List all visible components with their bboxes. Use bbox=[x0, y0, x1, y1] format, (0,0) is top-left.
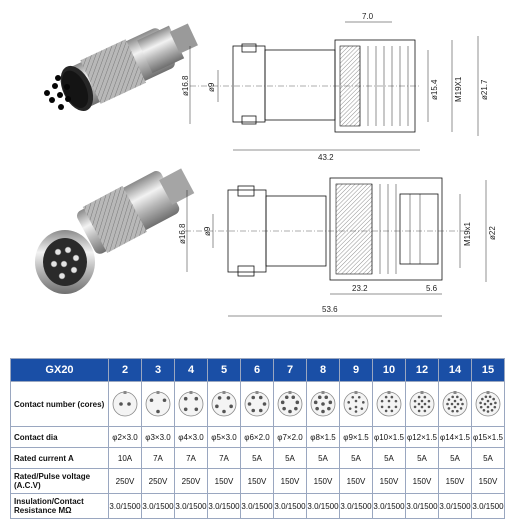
table-cell: 3.0/1500 bbox=[175, 494, 208, 519]
dim-bottom-232: 23.2 bbox=[352, 284, 368, 293]
table-cell: 7A bbox=[142, 448, 175, 469]
row-label: Contact dia bbox=[11, 427, 109, 448]
core-header: 5 bbox=[208, 359, 241, 382]
table-cell: 5A bbox=[373, 448, 406, 469]
table-cell: 5A bbox=[472, 448, 505, 469]
table-cell: 5A bbox=[406, 448, 439, 469]
pin-layout-cell bbox=[175, 382, 208, 427]
pin-layout-icon bbox=[177, 390, 205, 418]
table-cell: φ2×3.0 bbox=[109, 427, 142, 448]
female-plug-photo bbox=[44, 13, 203, 117]
row-label: Rated/Pulse voltage (A.C.V) bbox=[11, 469, 109, 494]
table-cell: 10A bbox=[109, 448, 142, 469]
core-header: 10 bbox=[373, 359, 406, 382]
pin-layout-icon bbox=[111, 390, 139, 418]
pin-layout-cell bbox=[439, 382, 472, 427]
table-cell: 5A bbox=[439, 448, 472, 469]
dim-bottom-m19: M19x1 bbox=[463, 221, 472, 246]
table-cell: φ6×2.0 bbox=[241, 427, 274, 448]
table-cell: 7A bbox=[208, 448, 241, 469]
dim-top-432: 43.2 bbox=[318, 153, 334, 162]
dim-top-217: ø21.7 bbox=[480, 79, 489, 100]
pin-layout-cell bbox=[406, 382, 439, 427]
table-row-contact-dia bbox=[11, 427, 505, 448]
pin-layout-icon bbox=[375, 390, 403, 418]
table-header-row bbox=[11, 359, 505, 382]
table-cell: φ12×1.5 bbox=[406, 427, 439, 448]
pin-layout-icon bbox=[276, 390, 304, 418]
pin-layout-cell bbox=[307, 382, 340, 427]
table-cell: 3.0/1500 bbox=[340, 494, 373, 519]
table-cell: 150V bbox=[406, 469, 439, 494]
table-cell: 3.0/1500 bbox=[406, 494, 439, 519]
table-cell: φ14×1.5 bbox=[439, 427, 472, 448]
table-cell: 3.0/1500 bbox=[241, 494, 274, 519]
table-cell: 250V bbox=[109, 469, 142, 494]
table-cell: 3.0/1500 bbox=[439, 494, 472, 519]
core-header: 15 bbox=[472, 359, 505, 382]
table-cell: 3.0/1500 bbox=[373, 494, 406, 519]
pin-layout-cell bbox=[208, 382, 241, 427]
table-cell: φ15×1.5 bbox=[472, 427, 505, 448]
pin-layout-cell bbox=[373, 382, 406, 427]
table-cell: 150V bbox=[274, 469, 307, 494]
core-header: 2 bbox=[109, 359, 142, 382]
table-cell: 150V bbox=[340, 469, 373, 494]
row-label: Insulation/Contact Resistance MΩ bbox=[11, 494, 109, 519]
dim-bottom-56: 5.6 bbox=[426, 284, 438, 293]
table-cell: 3.0/1500 bbox=[274, 494, 307, 519]
male-socket-photo bbox=[35, 158, 200, 294]
dim-top-9: ø9 bbox=[207, 82, 216, 92]
core-header: 14 bbox=[439, 359, 472, 382]
pin-layout-cell bbox=[109, 382, 142, 427]
dim-top-154: ø15.4 bbox=[430, 79, 439, 100]
dim-top-7: 7.0 bbox=[362, 12, 374, 21]
table-cell: φ5×3.0 bbox=[208, 427, 241, 448]
table-cell: 3.0/1500 bbox=[142, 494, 175, 519]
pin-layout-icon bbox=[309, 390, 337, 418]
dim-bottom-22: ø22 bbox=[488, 226, 497, 240]
table-cell: 5A bbox=[340, 448, 373, 469]
pin-layout-cell bbox=[142, 382, 175, 427]
table-cell: 5A bbox=[274, 448, 307, 469]
table-cell: 5A bbox=[307, 448, 340, 469]
table-cell: 3.0/1500 bbox=[109, 494, 142, 519]
table-row-rated-voltage bbox=[11, 469, 505, 494]
table-cell: φ8×1.5 bbox=[307, 427, 340, 448]
pin-layout-icon bbox=[243, 390, 271, 418]
table-cell: 250V bbox=[175, 469, 208, 494]
dim-top-168: ø16.8 bbox=[181, 75, 190, 96]
table-cell: φ3×3.0 bbox=[142, 427, 175, 448]
core-header: 9 bbox=[340, 359, 373, 382]
pin-layout-icon bbox=[441, 390, 469, 418]
core-header: 8 bbox=[307, 359, 340, 382]
table-cell: 7A bbox=[175, 448, 208, 469]
table-cell: 5A bbox=[241, 448, 274, 469]
table-cell: φ4×3.0 bbox=[175, 427, 208, 448]
table-cell: φ7×2.0 bbox=[274, 427, 307, 448]
table-cell: 3.0/1500 bbox=[472, 494, 505, 519]
core-header: 6 bbox=[241, 359, 274, 382]
core-header: 12 bbox=[406, 359, 439, 382]
row-label: Contact number (cores) bbox=[11, 382, 109, 427]
table-cell: 150V bbox=[241, 469, 274, 494]
dim-top-m19: M19X1 bbox=[454, 76, 463, 102]
pin-layout-cell bbox=[472, 382, 505, 427]
core-header: 3 bbox=[142, 359, 175, 382]
core-header: 7 bbox=[274, 359, 307, 382]
pin-layout-cell bbox=[241, 382, 274, 427]
dim-bottom-9: ø9 bbox=[203, 226, 212, 236]
pin-layout-icon bbox=[210, 390, 238, 418]
row-label: Rated current A bbox=[11, 448, 109, 469]
table-cell: φ9×1.5 bbox=[340, 427, 373, 448]
table-row-rated-current bbox=[11, 448, 505, 469]
pin-layout-icon bbox=[144, 390, 172, 418]
pin-layout-cell bbox=[340, 382, 373, 427]
male-socket-drawing bbox=[178, 178, 497, 316]
pin-layout-icon bbox=[342, 390, 370, 418]
table-cell: φ10×1.5 bbox=[373, 427, 406, 448]
table-cell: 150V bbox=[439, 469, 472, 494]
table-row-contact-number bbox=[11, 382, 505, 427]
table-cell: 3.0/1500 bbox=[208, 494, 241, 519]
pin-layout-icon bbox=[408, 390, 436, 418]
table-cell: 250V bbox=[142, 469, 175, 494]
table-cell: 150V bbox=[307, 469, 340, 494]
table-cell: 150V bbox=[208, 469, 241, 494]
dim-bottom-168: ø16.8 bbox=[178, 223, 187, 244]
pin-layout-icon bbox=[474, 390, 502, 418]
table-cell: 150V bbox=[373, 469, 406, 494]
table-cell: 3.0/1500 bbox=[307, 494, 340, 519]
core-header: 4 bbox=[175, 359, 208, 382]
female-plug-drawing bbox=[181, 12, 489, 162]
table-row-insulation bbox=[11, 494, 505, 519]
pin-layout-cell bbox=[274, 382, 307, 427]
dim-bottom-536: 53.6 bbox=[322, 305, 338, 314]
model-header: GX20 bbox=[11, 359, 109, 382]
table-cell: 150V bbox=[472, 469, 505, 494]
spec-table bbox=[10, 358, 505, 519]
